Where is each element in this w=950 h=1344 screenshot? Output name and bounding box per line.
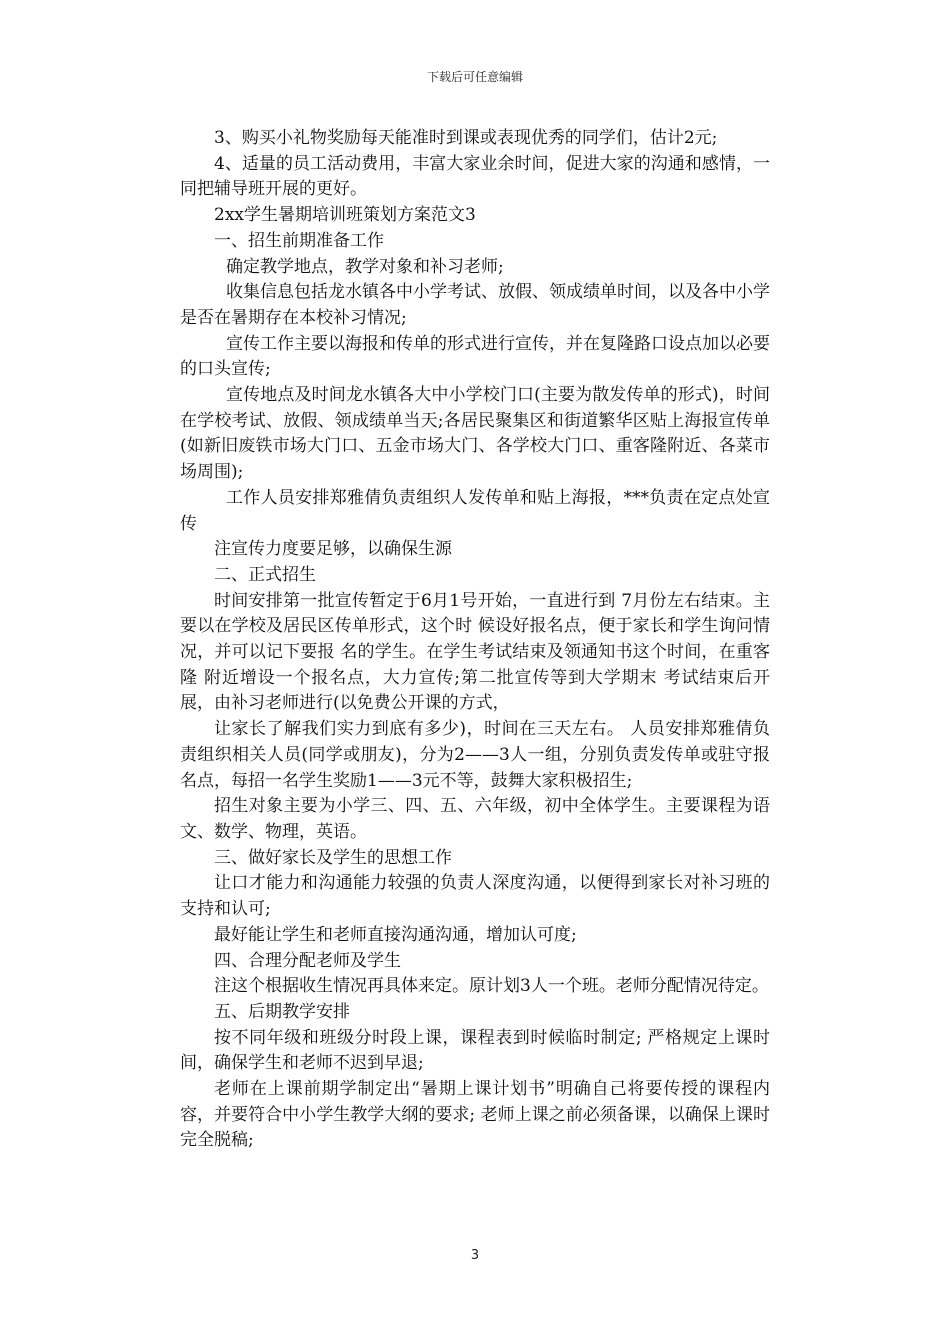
- section-heading: 五、后期教学安排: [214, 1001, 350, 1022]
- section-title: 2xx学生暑期培训班策划方案范文3: [214, 205, 476, 226]
- section-heading: 四、合理分配老师及学生: [214, 950, 401, 971]
- paragraph: 让口才能力和沟通能力较强的负责人深度沟通，以便得到家长对补习班的支持和认可;: [180, 873, 770, 920]
- paragraph: 时间安排第一批宣传暂定于6月1号开始，一直进行到 7月份左右结束。主要以在学校及居民区传单形式，这个时 候设好报名点，便于家长和学生询问情况，并可以记下要报 名的学生。在学生考试结束及领通知书这个时间，在重客隆 附近增设一个报名点，大力宣传;第二批宣传等到大学期末 考试结束后开展，由补习老师进行(以免费公开课的方式，: [180, 590, 770, 714]
- paragraph: 按不同年级和班级分时段上课，课程表到时候临时制定; 严格规定上课时间，确保学生和老师不迟到早退;: [180, 1027, 770, 1074]
- paragraph: 老师在上课前期学制定出“暑期上课计划书”明确自己将要传授的课程内容，并要符合中小学生教学大纲的要求; 老师上课之前必须备课，以确保上课时完全脱稿;: [180, 1079, 770, 1151]
- section-heading: 二、正式招生: [214, 564, 316, 585]
- section-heading: 三、做好家长及学生的思想工作: [214, 847, 452, 868]
- paragraph: 注宣传力度要足够，以确保生源: [214, 539, 452, 560]
- paragraph: 宣传工作主要以海报和传单的形式进行宣传，并在复隆路口设点加以必要的口头宣传;: [180, 333, 770, 380]
- page-number: 3: [470, 1248, 480, 1263]
- paragraph: 最好能让学生和老师直接沟通沟通，增加认可度;: [214, 924, 577, 945]
- page-header: 下载后可任意编辑: [426, 70, 523, 84]
- paragraph: 招生对象主要为小学三、四、五、六年级，初中全体学生。主要课程为语文、数学、物理，英语。: [180, 796, 770, 842]
- paragraph: 让家长了解我们实力到底有多少)，时间在三天左右。 人员安排郑雅倩负责组织相关人员(同学或朋友)，分为2——3人一组，分别负责发传单或驻守报名点，每招一名学生奖励1——3元不等，鼓舞大家积极招生;: [180, 719, 770, 791]
- paragraph: 确定教学地点，教学对象和补习老师;: [226, 256, 504, 277]
- paragraph: 工作人员安排郑雅倩负责组织人发传单和贴上海报，***负责在定点处宣传: [180, 487, 770, 534]
- paragraph: 3、购买小礼物奖励每天能准时到课或表现优秀的同学们，估计2元;: [214, 128, 718, 148]
- paragraph: 收集信息包括龙水镇各中小学考试、放假、领成绩单时间，以及各中小学是否在暑期存在本校补习情况;: [180, 282, 770, 328]
- paragraph: 宣传地点及时间龙水镇各大中小学校门口(主要为散发传单的形式)，时间在学校考试、放假、领成绩单当天;各居民聚集区和街道繁华区贴上海报宣传单(如新旧废铁市场大门口、五金市场大门、各学校大门口、重客隆附近、各菜市场周围);: [180, 385, 770, 483]
- document-body: [180, 126, 770, 1154]
- paragraph: 4、适量的员工活动费用，丰富大家业余时间，促进大家的沟通和感情，一同把辅导班开展的更好。: [180, 153, 770, 200]
- section-heading: 一、招生前期准备工作: [214, 230, 384, 251]
- paragraph: 注这个根据收生情况再具体来定。原计划3人一个班。老师分配情况待定。: [214, 976, 769, 997]
